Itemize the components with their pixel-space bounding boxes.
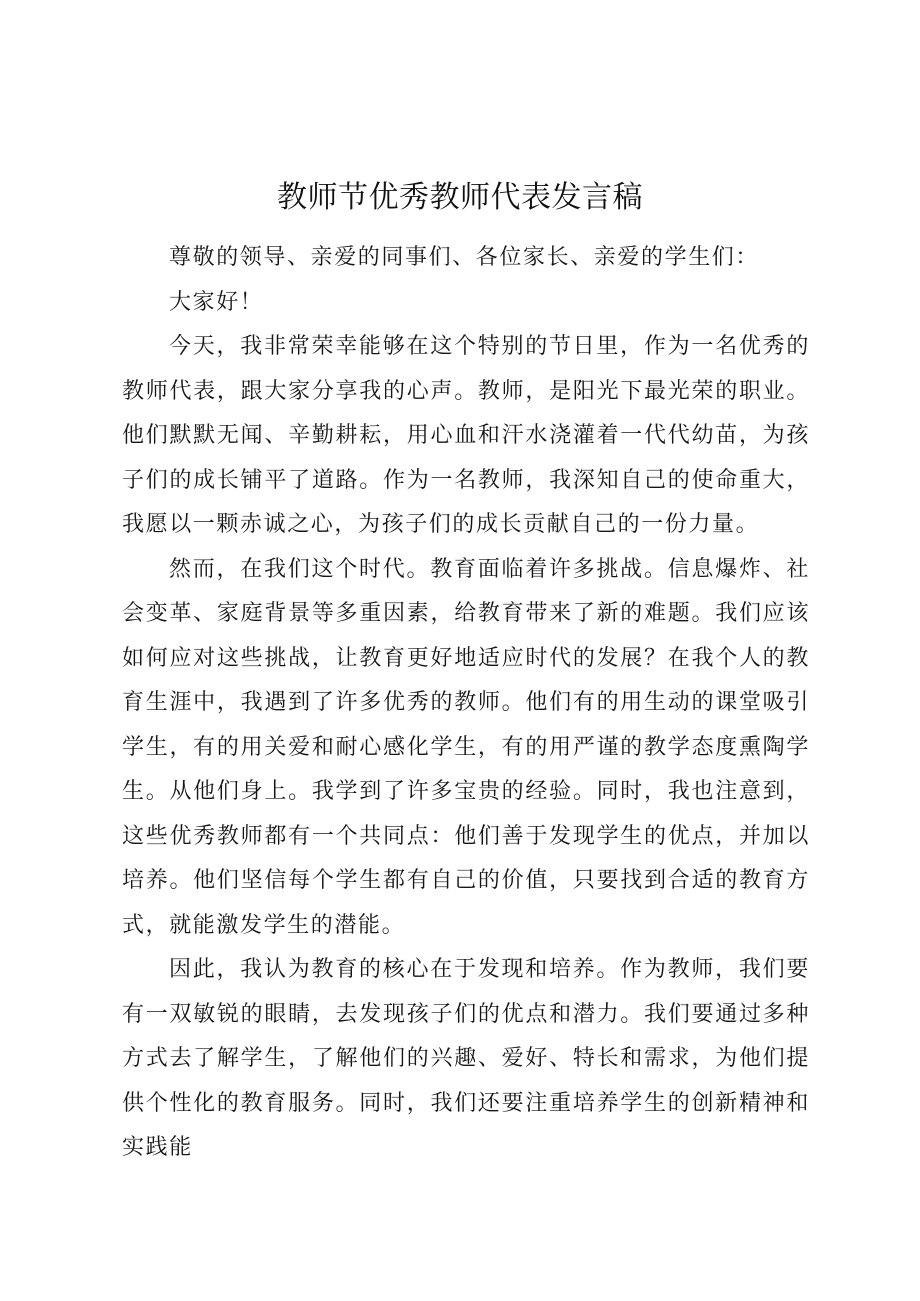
body-paragraph: 因此，我认为教育的核心在于发现和培养。作为教师，我们要有一双敏锐的眼睛，去发现孩子们的优点和潜力。我们要通过多种方式去了解学生，了解他们的兴趣、爱好、特长和需求，为他们提供个性化的教育服务。同时，我们还要注重培养学生的创新精神和实践能	[122, 957, 810, 1160]
greeting-paragraph: 大家好！	[169, 289, 264, 315]
body-paragraph: 然而，在我们这个时代。教育面临着许多挑战。信息爆炸、社会变革、家庭背景等多重因素，给教育带来了新的难题。我们应该如何应对这些挑战，让教育更好地适应时代的发展？在我个人的教育生涯中，我遇到了许多优秀的教师。他们有的用生动的课堂吸引学生，有的用关爱和耐心感化学生，有的用严谨的教学态度熏陶学生。从他们身上。我学到了许多宝贵的经验。同时，我也注意到，这些优秀教师都有一个共同点：他们善于发现学生的优点，并加以培养。他们坚信每个学生都有自己的价值，只要找到合适的教育方式，就能激发学生的潜能。	[122, 556, 810, 938]
body-paragraph: 今天，我非常荣幸能够在这个特别的节日里，作为一名优秀的教师代表，跟大家分享我的心声。教师，是阳光下最光荣的职业。他们默默无闻、辛勤耕耘，用心血和汗水浇灌着一代代幼苗，为孩子们的成长铺平了道路。作为一名教师，我深知自己的使命重大，我愿以一颗赤诚之心，为孩子们的成长贡献自己的一份力量。	[122, 334, 810, 537]
document-title: 教师节优秀教师代表发言稿	[277, 180, 643, 215]
document-body	[122, 236, 810, 1171]
salutation-paragraph: 尊敬的领导、亲爱的同事们、各位家长、亲爱的学生们：	[169, 245, 760, 270]
